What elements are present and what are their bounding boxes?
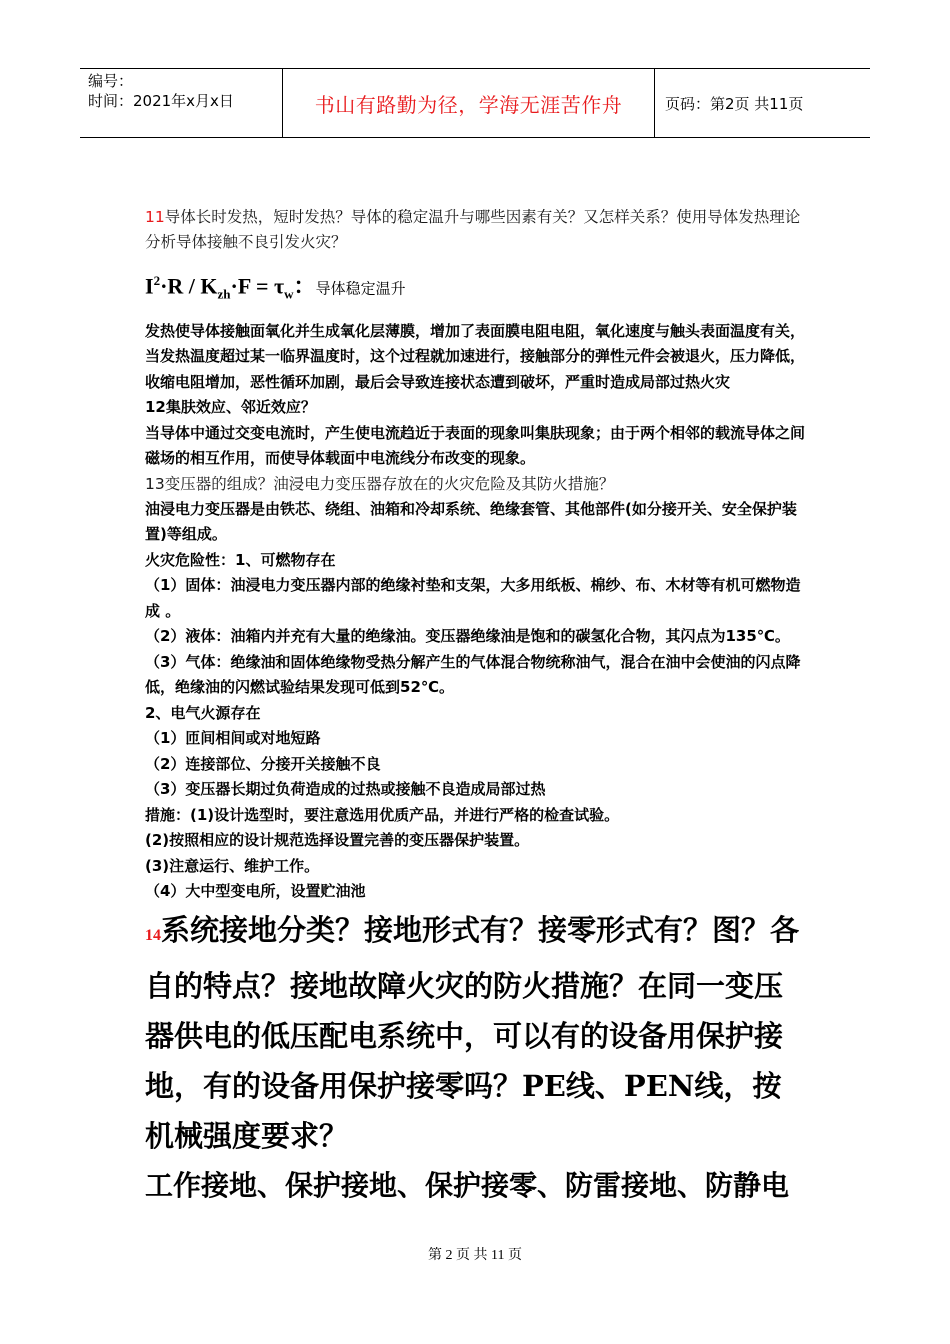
question-text: 导体长时发热，短时发热？导体的稳定温升与哪些因素有关？又怎样关系？使用导体发热理论分析导体接触不良引发火灾？ — [145, 208, 801, 251]
answer-13-line: （2）液体：油箱内并充有大量的绝缘油。变压器绝缘油是饱和的碳氢化合物，其闪点为135℃。 — [145, 627, 790, 646]
answer-14: 工作接地、保护接地、保护接零、防雷接地、防静电 — [145, 1168, 790, 1202]
answer-11: 发热使导体接触面氧化并生成氧化层薄膜，增加了表面膜电阻电阻，氧化速度与触头表面温度有关，当发热温度超过某一临界温度时，这个过程就加速进行，接触部分的弹性元件会被退火，压力降低，收缩电阻增加，恶性循环加剧，最后会导致连接状态遭到破坏，严重时造成局部过热火灾 — [145, 321, 806, 391]
answer-13-line: （1）固体：油浸电力变压器内部的绝缘衬垫和支架，大多用纸板、棉纱、布、木材等有机可燃物造成 。 — [145, 576, 801, 620]
question-text: 系统接地分类？接地形式有？接零形式有？图？各自的特点？接地故障火灾的防火措施？在同一变压器供电的低压配电系统中，可以有的设备用保护接地，有的设备用保护接零吗？PE线、PEN线，按机械强度要求？ — [145, 912, 800, 1153]
header-meta — [80, 69, 282, 137]
question-12: 12集肤效应、邻近效应？ — [145, 398, 316, 417]
number-label: 编号： — [88, 72, 134, 90]
question-13: 13变压器的组成？油浸电力变压器存放在的火灾危险及其防火措施？ — [145, 474, 615, 493]
answer-13-line: （4）大中型变电所，设置贮油池 — [145, 882, 366, 901]
question-number: 11 — [145, 208, 165, 226]
page-info: 页码：第2页 共11页 — [665, 94, 804, 113]
question-11 — [145, 205, 810, 255]
answer-13-line: (2)按照相应的设计规范选择设置完善的变压器保护装置。 — [145, 831, 530, 850]
main-content — [145, 205, 810, 1211]
motto: 书山有路勤为径，学海无涯苦作舟 — [314, 92, 623, 117]
answer-13-line: (3)注意运行、维护工作。 — [145, 856, 320, 875]
page-footer: 第 2 页 共 11 页 — [428, 1248, 522, 1263]
time-label: 时间：2021年x月x日 — [88, 92, 234, 110]
answer-13-line: （3）气体：绝缘油和固体绝缘物受热分解产生的气体混合物统称油气，混合在油中会使油的闪点降低，绝缘油的闪燃试验结果发现可低到52℃。 — [145, 652, 801, 697]
answer-13-line: 油浸电力变压器是由铁芯、绕组、油箱和冷却系统、绝缘套管、其他部件(如分接开关、安全保护装置)等组成。 — [145, 499, 797, 544]
answer-13-line: （2）连接部位、分接开关接触不良 — [145, 754, 381, 773]
answer-13-line: （1）匝间相间或对地短路 — [145, 729, 321, 748]
header-table — [80, 68, 870, 138]
header-motto-cell — [282, 69, 655, 137]
answer-12: 当导体中通过交变电流时，产生使电流趋近于表面的现象叫集肤现象；由于两个相邻的载流导体之间磁场的相互作用，而使导体载面中电流线分布改变的现象。 — [145, 423, 806, 468]
formula: $I^2\cdot R / K_{zh}\cdot F = \tau_w$：导体稳定温升 — [145, 273, 406, 302]
answer-13-line: 措施：(1)设计选型时，要注意选用优质产品，并进行严格的检查试验。 — [145, 805, 620, 824]
answer-13-line: （3）变压器长期过负荷造成的过热或接触不良造成局部过热 — [145, 780, 546, 799]
question-14 — [145, 905, 810, 1161]
answer-13-line: 2、电气火源存在 — [145, 703, 261, 722]
formula-note: 导体稳定温升 — [315, 279, 406, 298]
answer-13-line: 火灾危险性：1、可燃物存在 — [145, 550, 336, 569]
header-page-cell — [655, 69, 870, 137]
question-number: 14 — [145, 926, 161, 944]
